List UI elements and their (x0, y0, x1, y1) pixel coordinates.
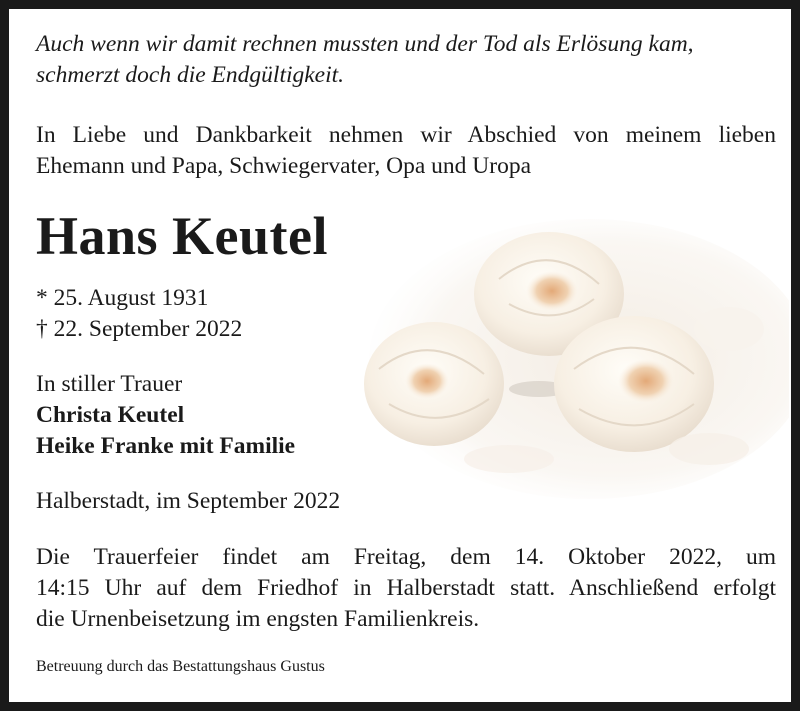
ceremony-info (36, 542, 776, 635)
mourner-name: Heike Franke mit Familie (36, 433, 296, 459)
ceremony-line-2: 14:15 Uhr auf dem Friedhof in Halberstadt statt. Anschließend erfolgt (36, 575, 776, 601)
motto-line-2: schmerzt doch die Endgültigkeit. (36, 62, 345, 88)
mourner-name: Christa Keutel (36, 402, 185, 428)
deceased-name: Hans Keutel (36, 206, 329, 266)
motto-verse (36, 29, 776, 91)
place-date: Halberstadt, im September 2022 (36, 488, 341, 514)
mourners-intro: In stiller Trauer (36, 371, 183, 397)
ceremony-line-3: die Urnenbeisetzung im engsten Familienkreis. (36, 606, 480, 632)
intro-line-2: Ehemann und Papa, Schwiegervater, Opa und Uropa (36, 153, 532, 179)
funeral-home-credit: Betreuung durch das Bestattungshaus Gustus (36, 658, 325, 675)
intro-text (36, 120, 776, 182)
motto-line-1: Auch wenn wir damit rechnen mussten und der Tod als Erlösung kam, (36, 31, 694, 57)
white-roses-image (349, 209, 789, 499)
life-dates (36, 283, 242, 345)
death-date: † 22. September 2022 (36, 316, 243, 342)
ceremony-line-1: Die Trauerfeier findet am Freitag, dem 14. Oktober 2022, um (36, 544, 776, 570)
intro-line-1: In Liebe und Dankbarkeit nehmen wir Abschied von meinem lieben (36, 122, 776, 148)
mourners (36, 369, 295, 462)
birth-date: * 25. August 1931 (36, 285, 209, 311)
